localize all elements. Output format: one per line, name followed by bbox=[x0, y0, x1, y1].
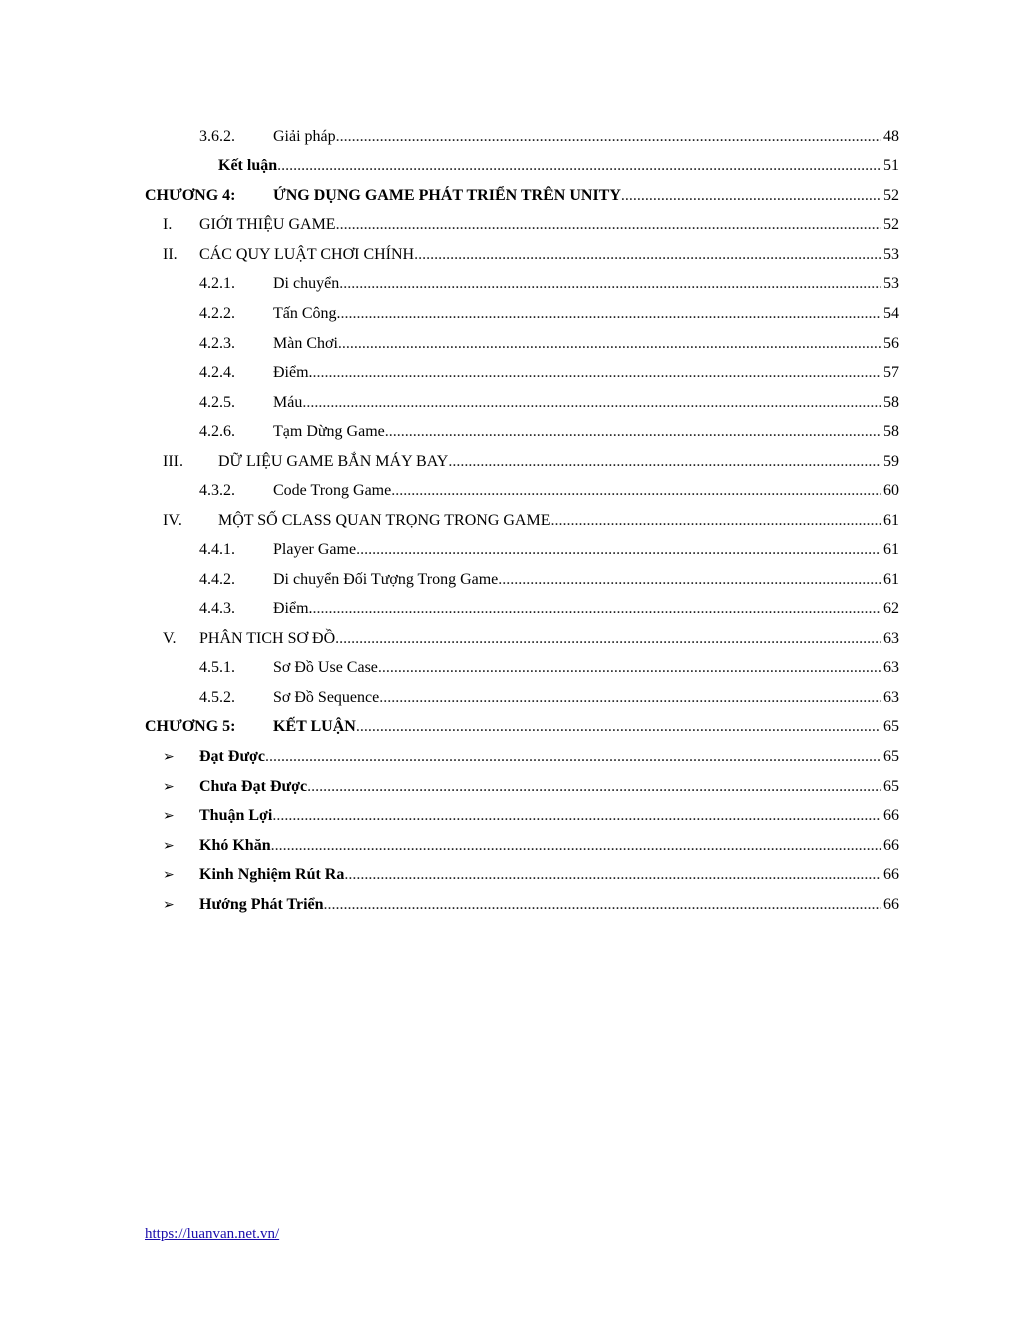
toc-leader-dots bbox=[356, 715, 881, 739]
toc-leader-dots bbox=[339, 272, 881, 296]
toc-leader-dots bbox=[621, 184, 881, 208]
toc-leader-dots bbox=[378, 656, 881, 680]
toc-entry-number: 4.2.1. bbox=[199, 275, 235, 292]
toc-leader-dots bbox=[324, 893, 881, 917]
arrow-bullet-icon: ➢ bbox=[163, 867, 175, 883]
toc-entry-page: 53 bbox=[883, 275, 899, 292]
toc-entry-page: 54 bbox=[883, 305, 899, 322]
toc-leader-dots bbox=[344, 863, 881, 887]
toc-leader-dots bbox=[335, 627, 881, 651]
toc-entry-page: 52 bbox=[883, 216, 899, 233]
toc-leader-dots bbox=[550, 509, 881, 533]
toc-entry-label: Khó Khăn bbox=[199, 837, 271, 854]
toc-entry-label: Màn Chơi bbox=[273, 335, 338, 352]
toc-section-number: II. bbox=[163, 246, 178, 263]
toc-entry-label: Kết luận bbox=[218, 157, 278, 174]
toc-entry[interactable] bbox=[0, 538, 1024, 562]
toc-bullet-entry[interactable] bbox=[0, 804, 1024, 828]
toc-entry-page: 66 bbox=[883, 837, 899, 854]
toc-entry-page: 63 bbox=[883, 689, 899, 706]
toc-leader-dots bbox=[265, 745, 881, 769]
toc-entry-page: 51 bbox=[883, 157, 899, 174]
toc-entry[interactable] bbox=[0, 125, 1024, 149]
toc-entry-label: Sơ Đồ Sequence bbox=[273, 689, 380, 706]
toc-entry-label: Hướng Phát Triển bbox=[199, 896, 324, 913]
toc-leader-dots bbox=[313, 597, 881, 621]
toc-entry-number: 4.2.2. bbox=[199, 305, 235, 322]
toc-entry-page: 57 bbox=[883, 364, 899, 381]
toc-entry-label: Đạt Được bbox=[199, 748, 265, 765]
toc-entry-label: Tạm Dừng Game bbox=[273, 423, 385, 440]
toc-section-number: V. bbox=[163, 630, 177, 647]
toc-section-entry[interactable] bbox=[0, 243, 1024, 267]
toc-entry-label: Thuận Lợi bbox=[199, 807, 273, 824]
toc-entry[interactable] bbox=[0, 154, 1024, 178]
toc-entry-number: 4.2.4. bbox=[199, 364, 235, 381]
toc-entry-page: 61 bbox=[883, 512, 899, 529]
toc-leader-dots bbox=[498, 568, 881, 592]
toc-leader-dots bbox=[391, 479, 881, 503]
toc-entry-page: 61 bbox=[883, 541, 899, 558]
toc-entry-page: 65 bbox=[883, 718, 899, 735]
toc-entry-page: 62 bbox=[883, 600, 899, 617]
toc-entry-number: 4.5.1. bbox=[199, 659, 235, 676]
toc-leader-dots bbox=[336, 213, 881, 237]
toc-entry-label: MỘT SỐ CLASS QUAN TRỌNG TRONG GAME bbox=[218, 512, 551, 529]
toc-entry-page: 66 bbox=[883, 866, 899, 883]
toc-section-entry[interactable] bbox=[0, 627, 1024, 651]
toc-entry-page: 53 bbox=[883, 246, 899, 263]
toc-entry[interactable] bbox=[0, 391, 1024, 415]
toc-section-number: III. bbox=[163, 453, 183, 470]
toc-entry-number: 4.5.2. bbox=[199, 689, 235, 706]
toc-entry-page: 48 bbox=[883, 128, 899, 145]
toc-leader-dots bbox=[414, 243, 881, 267]
toc-leader-dots bbox=[336, 125, 881, 149]
toc-section-number: IV. bbox=[163, 512, 182, 529]
toc-leader-dots bbox=[379, 686, 881, 710]
toc-entry-label: Điểm. bbox=[273, 600, 313, 617]
arrow-bullet-icon: ➢ bbox=[163, 838, 175, 854]
toc-entry[interactable] bbox=[0, 420, 1024, 444]
toc-entry[interactable] bbox=[0, 686, 1024, 710]
toc-bullet-entry[interactable] bbox=[0, 834, 1024, 858]
toc-leader-dots bbox=[385, 420, 881, 444]
toc-entry-page: 65 bbox=[883, 748, 899, 765]
toc-entry-label: Sơ Đồ Use Case bbox=[273, 659, 378, 676]
footer-website-link[interactable]: https://luanvan.net.vn/ bbox=[145, 1226, 280, 1242]
toc-entry-label: Giải pháp bbox=[273, 128, 336, 145]
toc-entry-label: Tấn Công. bbox=[273, 305, 341, 322]
toc-leader-dots bbox=[271, 834, 881, 858]
toc-entry-label: PHÂN TICH SƠ ĐỒ bbox=[199, 630, 336, 647]
toc-entry-label: Điểm. bbox=[273, 364, 313, 381]
toc-entry-label: Di chuyển Đối Tượng Trong Game bbox=[273, 571, 499, 588]
toc-chapter-number: CHƯƠNG 5: bbox=[145, 718, 236, 735]
toc-entry-label: ỨNG DỤNG GAME PHÁT TRIỂN TRÊN UNITY bbox=[273, 187, 621, 204]
toc-entry-label: Code Trong Game bbox=[273, 482, 392, 499]
toc-entry[interactable] bbox=[0, 568, 1024, 592]
toc-entry-label: Chưa Đạt Được bbox=[199, 778, 308, 795]
toc-entry-label: KẾT LUẬN bbox=[273, 718, 356, 735]
toc-chapter-entry[interactable] bbox=[0, 715, 1024, 739]
toc-leader-dots bbox=[338, 332, 881, 356]
toc-bullet-entry[interactable] bbox=[0, 745, 1024, 769]
toc-entry-label: Máu bbox=[273, 394, 303, 411]
toc-entry-label: Kinh Nghiệm Rút Ra bbox=[199, 866, 345, 883]
toc-section-entry[interactable] bbox=[0, 450, 1024, 474]
toc-entry-number: 3.6.2. bbox=[199, 128, 235, 145]
toc-entry-page: 60 bbox=[883, 482, 899, 499]
toc-entry[interactable] bbox=[0, 302, 1024, 326]
toc-entry-number: 4.4.1. bbox=[199, 541, 235, 558]
toc-entry-number: 4.3.2. bbox=[199, 482, 235, 499]
toc-entry-page: 63 bbox=[883, 630, 899, 647]
toc-entry-label: GIỚI THIỆU GAME bbox=[199, 216, 336, 233]
arrow-bullet-icon: ➢ bbox=[163, 897, 175, 913]
toc-entry-page: 66 bbox=[883, 896, 899, 913]
toc-entry-page: 65 bbox=[883, 778, 899, 795]
toc-entry-number: 4.4.2. bbox=[199, 571, 235, 588]
arrow-bullet-icon: ➢ bbox=[163, 808, 175, 824]
toc-leader-dots bbox=[307, 775, 881, 799]
toc-entry[interactable] bbox=[0, 332, 1024, 356]
toc-entry-number: 4.2.5. bbox=[199, 394, 235, 411]
toc-entry[interactable] bbox=[0, 361, 1024, 385]
toc-entry-page: 66 bbox=[883, 807, 899, 824]
toc-section-entry[interactable] bbox=[0, 509, 1024, 533]
toc-entry-page: 58 bbox=[883, 423, 899, 440]
toc-leader-dots bbox=[313, 361, 881, 385]
toc-entry-page: 61 bbox=[883, 571, 899, 588]
toc-leader-dots bbox=[356, 538, 881, 562]
toc-entry-label: DỮ LIỆU GAME BẮN MÁY BAY bbox=[218, 453, 449, 470]
toc-entry[interactable] bbox=[0, 656, 1024, 680]
toc-entry-label: CÁC QUY LUẬT CHƠI CHÍNH bbox=[199, 246, 415, 263]
toc-entry-label: Player Game bbox=[273, 541, 357, 558]
toc-entry-number: 4.4.3. bbox=[199, 600, 235, 617]
toc-entry-page: 52 bbox=[883, 187, 899, 204]
toc-bullet-entry[interactable] bbox=[0, 893, 1024, 917]
toc-bullet-entry[interactable] bbox=[0, 775, 1024, 799]
toc-entry-page: 56 bbox=[883, 335, 899, 352]
toc-section-entry[interactable] bbox=[0, 213, 1024, 237]
toc-leader-dots bbox=[302, 391, 881, 415]
toc-entry-label: Di chuyển bbox=[273, 275, 340, 292]
toc-entry-page: 58 bbox=[883, 394, 899, 411]
toc-leader-dots bbox=[277, 154, 881, 178]
toc-chapter-number: CHƯƠNG 4: bbox=[145, 187, 236, 204]
toc-entry-page: 63 bbox=[883, 659, 899, 676]
toc-entry-number: 4.2.6. bbox=[199, 423, 235, 440]
toc-entry[interactable] bbox=[0, 272, 1024, 296]
toc-leader-dots bbox=[341, 302, 881, 326]
arrow-bullet-icon: ➢ bbox=[163, 779, 175, 795]
toc-entry-page: 59 bbox=[883, 453, 899, 470]
toc-leader-dots bbox=[272, 804, 881, 828]
arrow-bullet-icon: ➢ bbox=[163, 749, 175, 765]
toc-leader-dots bbox=[448, 450, 881, 474]
toc-section-number: I. bbox=[163, 216, 173, 233]
toc-chapter-entry[interactable] bbox=[0, 184, 1024, 208]
toc-bullet-entry[interactable] bbox=[0, 863, 1024, 887]
toc-entry-number: 4.2.3. bbox=[199, 335, 235, 352]
toc-entry[interactable] bbox=[0, 597, 1024, 621]
toc-entry[interactable] bbox=[0, 479, 1024, 503]
